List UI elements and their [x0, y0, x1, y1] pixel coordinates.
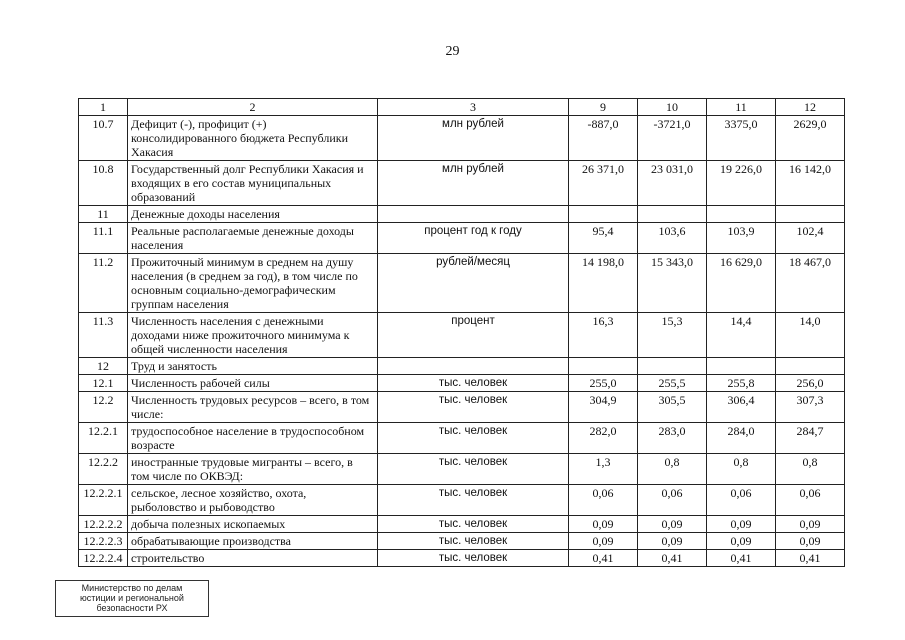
value-cell-10: 103,6	[638, 223, 707, 254]
value-cell-11: 306,4	[707, 392, 776, 423]
value-cell-9: 304,9	[569, 392, 638, 423]
indicator-name-cell: Денежные доходы населения	[128, 206, 378, 223]
indicator-name-cell: Численность населения с денежными доходами ниже прожиточного минимума к общей численности населения	[128, 313, 378, 358]
indicator-name-cell: обрабатывающие производства	[128, 533, 378, 550]
value-cell-12: 102,4	[776, 223, 845, 254]
row-number-cell: 11	[79, 206, 128, 223]
header-cell-year-11: 11	[707, 99, 776, 116]
value-cell-9	[569, 206, 638, 223]
value-cell-9: 0,09	[569, 516, 638, 533]
indicator-name-cell: Численность рабочей силы	[128, 375, 378, 392]
indicator-name-cell: добыча полезных ископаемых	[128, 516, 378, 533]
row-number-cell: 12.2.2.3	[79, 533, 128, 550]
value-cell-9: -887,0	[569, 116, 638, 161]
row-number-cell: 12.2.1	[79, 423, 128, 454]
table-row	[79, 533, 845, 550]
value-cell-9: 282,0	[569, 423, 638, 454]
data-table	[78, 98, 845, 567]
value-cell-12: 18 467,0	[776, 254, 845, 313]
unit-cell: рублей/месяц	[378, 254, 569, 313]
value-cell-12: 0,06	[776, 485, 845, 516]
unit-cell: тыс. человек	[378, 533, 569, 550]
value-cell-9: 1,3	[569, 454, 638, 485]
table-row	[79, 392, 845, 423]
row-number-cell: 10.7	[79, 116, 128, 161]
value-cell-11: 3375,0	[707, 116, 776, 161]
table-row	[79, 550, 845, 567]
row-number-cell: 12	[79, 358, 128, 375]
unit-cell: тыс. человек	[378, 392, 569, 423]
header-cell-year-9: 9	[569, 99, 638, 116]
indicator-name-cell: Государственный долг Республики Хакасия и входящих в его состав муниципальных образований	[128, 161, 378, 206]
value-cell-9: 95,4	[569, 223, 638, 254]
header-cell-year-10: 10	[638, 99, 707, 116]
unit-cell: млн рублей	[378, 116, 569, 161]
unit-cell	[378, 358, 569, 375]
value-cell-12: 14,0	[776, 313, 845, 358]
unit-cell: тыс. человек	[378, 485, 569, 516]
row-number-cell: 12.2.2.4	[79, 550, 128, 567]
stamp-line: Министерство по делам	[81, 583, 183, 593]
value-cell-11: 103,9	[707, 223, 776, 254]
value-cell-12: 0,09	[776, 533, 845, 550]
indicator-name-cell: иностранные трудовые мигранты – всего, в том числе по ОКВЭД:	[128, 454, 378, 485]
value-cell-9: 16,3	[569, 313, 638, 358]
value-cell-9: 0,06	[569, 485, 638, 516]
value-cell-10: 0,06	[638, 485, 707, 516]
value-cell-10: 283,0	[638, 423, 707, 454]
header-cell-unit: 3	[378, 99, 569, 116]
stamp-line: безопасности РХ	[96, 603, 168, 613]
value-cell-11: 0,06	[707, 485, 776, 516]
header-cell-year-12: 12	[776, 99, 845, 116]
table-row	[79, 358, 845, 375]
unit-cell: процент год к году	[378, 223, 569, 254]
header-cell-num: 1	[79, 99, 128, 116]
table-row	[79, 223, 845, 254]
value-cell-10: -3721,0	[638, 116, 707, 161]
row-number-cell: 12.2.2.1	[79, 485, 128, 516]
page-number: 29	[445, 44, 460, 59]
header-row	[79, 99, 845, 116]
ministry-stamp	[55, 580, 209, 617]
value-cell-11: 19 226,0	[707, 161, 776, 206]
unit-cell	[378, 206, 569, 223]
value-cell-12: 307,3	[776, 392, 845, 423]
unit-cell: тыс. человек	[378, 454, 569, 485]
table-row	[79, 254, 845, 313]
indicator-name-cell: сельское, лесное хозяйство, охота, рыболовство и рыбоводство	[128, 485, 378, 516]
value-cell-12: 16 142,0	[776, 161, 845, 206]
value-cell-12	[776, 358, 845, 375]
indicator-name-cell: Прожиточный минимум в среднем на душу населения (в среднем за год), в том числе по основным социально-демографическим группам населения	[128, 254, 378, 313]
indicator-name-cell: Дефицит (-), профицит (+) консолидированного бюджета Республики Хакасия	[128, 116, 378, 161]
indicator-name-cell: Реальные располагаемые денежные доходы населения	[128, 223, 378, 254]
value-cell-11: 0,41	[707, 550, 776, 567]
value-cell-10: 0,41	[638, 550, 707, 567]
value-cell-10	[638, 358, 707, 375]
value-cell-11: 16 629,0	[707, 254, 776, 313]
value-cell-10: 0,09	[638, 533, 707, 550]
value-cell-12: 284,7	[776, 423, 845, 454]
row-number-cell: 11.2	[79, 254, 128, 313]
value-cell-12: 0,09	[776, 516, 845, 533]
row-number-cell: 12.2.2	[79, 454, 128, 485]
value-cell-11: 0,8	[707, 454, 776, 485]
table-row	[79, 161, 845, 206]
unit-cell: млн рублей	[378, 161, 569, 206]
unit-cell: тыс. человек	[378, 516, 569, 533]
unit-cell: тыс. человек	[378, 423, 569, 454]
table-row	[79, 206, 845, 223]
indicator-name-cell: трудоспособное население в трудоспособном возрасте	[128, 423, 378, 454]
value-cell-10	[638, 206, 707, 223]
value-cell-12: 0,8	[776, 454, 845, 485]
value-cell-11: 284,0	[707, 423, 776, 454]
row-number-cell: 10.8	[79, 161, 128, 206]
value-cell-10: 255,5	[638, 375, 707, 392]
stamp-line: юстиции и региональной	[80, 593, 184, 603]
indicator-name-cell: Численность трудовых ресурсов – всего, в том числе:	[128, 392, 378, 423]
value-cell-12: 0,41	[776, 550, 845, 567]
table-row	[79, 454, 845, 485]
table-row	[79, 516, 845, 533]
row-number-cell: 11.1	[79, 223, 128, 254]
value-cell-10: 15,3	[638, 313, 707, 358]
value-cell-11	[707, 206, 776, 223]
value-cell-12	[776, 206, 845, 223]
value-cell-10: 15 343,0	[638, 254, 707, 313]
value-cell-9	[569, 358, 638, 375]
value-cell-11: 0,09	[707, 533, 776, 550]
table-row	[79, 485, 845, 516]
value-cell-12: 2629,0	[776, 116, 845, 161]
value-cell-12: 256,0	[776, 375, 845, 392]
unit-cell: тыс. человек	[378, 375, 569, 392]
value-cell-11: 0,09	[707, 516, 776, 533]
indicator-name-cell: Труд и занятость	[128, 358, 378, 375]
unit-cell: тыс. человек	[378, 550, 569, 567]
row-number-cell: 12.2	[79, 392, 128, 423]
table-row	[79, 313, 845, 358]
value-cell-9: 255,0	[569, 375, 638, 392]
header-cell-name: 2	[128, 99, 378, 116]
value-cell-11: 255,8	[707, 375, 776, 392]
value-cell-11	[707, 358, 776, 375]
row-number-cell: 11.3	[79, 313, 128, 358]
table-row	[79, 423, 845, 454]
value-cell-10: 0,09	[638, 516, 707, 533]
value-cell-9: 0,09	[569, 533, 638, 550]
row-number-cell: 12.1	[79, 375, 128, 392]
table-row	[79, 116, 845, 161]
unit-cell: процент	[378, 313, 569, 358]
indicator-name-cell: строительство	[128, 550, 378, 567]
value-cell-9: 14 198,0	[569, 254, 638, 313]
value-cell-10: 305,5	[638, 392, 707, 423]
row-number-cell: 12.2.2.2	[79, 516, 128, 533]
value-cell-9: 26 371,0	[569, 161, 638, 206]
value-cell-10: 0,8	[638, 454, 707, 485]
value-cell-9: 0,41	[569, 550, 638, 567]
value-cell-11: 14,4	[707, 313, 776, 358]
value-cell-10: 23 031,0	[638, 161, 707, 206]
table-row	[79, 375, 845, 392]
